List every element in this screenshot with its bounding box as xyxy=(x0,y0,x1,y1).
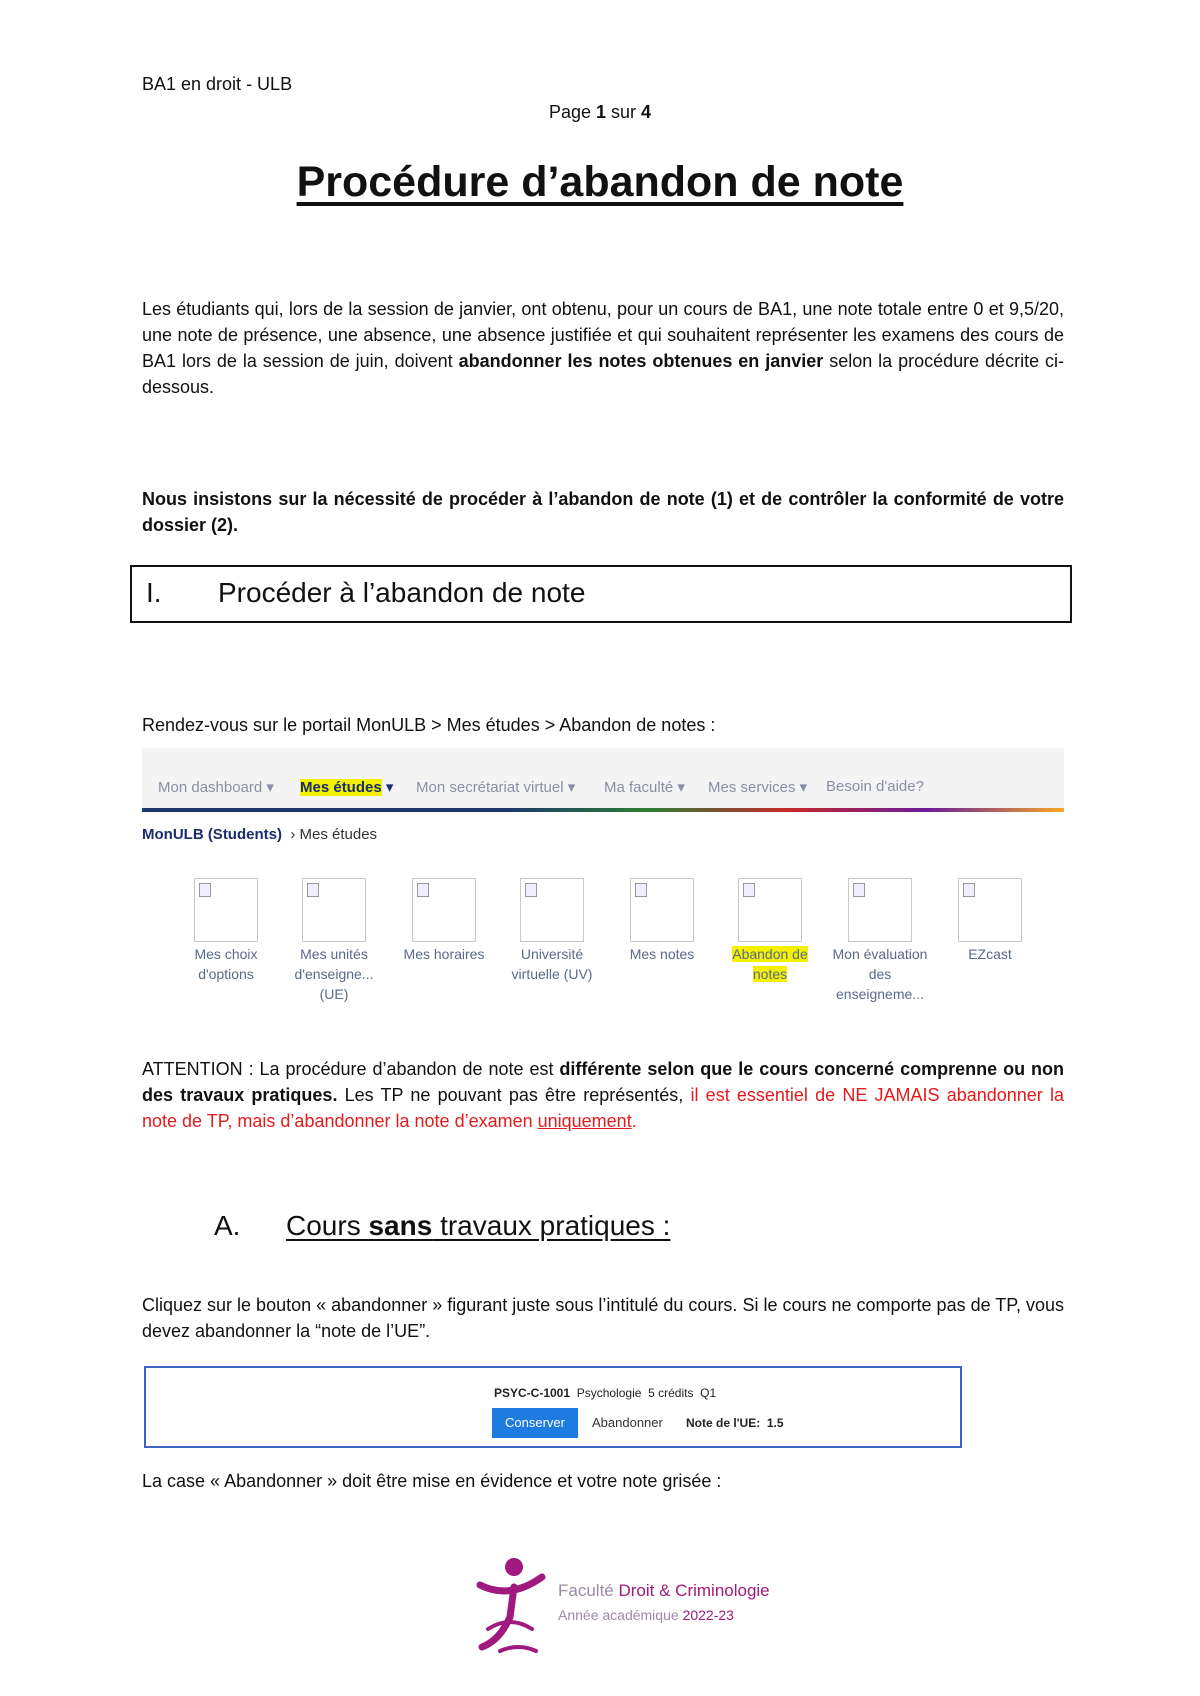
nav-color-stripe xyxy=(142,808,1064,812)
broken-image-icon xyxy=(520,878,584,942)
insist-paragraph: Nous insistons sur la nécessité de procéder à l’abandon de note (1) et de contrôler la conformité de votre dossier (2). xyxy=(142,489,1064,535)
chevron-down-icon: ▾ xyxy=(385,779,394,796)
tile-universite-virtuelle[interactable]: Université virtuelle (UV) xyxy=(500,878,604,984)
tile-mes-notes[interactable]: Mes notes xyxy=(610,878,714,964)
logo-brand: Faculté Droit & Criminologie xyxy=(558,1581,770,1600)
broken-image-icon xyxy=(630,878,694,942)
nav-mes-etudes[interactable]: Mes études ▾ xyxy=(300,779,394,796)
section-heading-a xyxy=(214,1210,671,1242)
portal-nav xyxy=(142,748,1064,808)
faculty-logo xyxy=(470,1555,770,1655)
portal-screenshot xyxy=(142,748,1064,1038)
attention-paragraph: ATTENTION : La procédure d’abandon de note est différente selon que le cours concerné comprenne ou non des travaux pratiques. Les TP ne pouvant pas être représentés, il est essentiel de NE JAMAIS abandonner la note de TP, mais d’abandonner la note d’examen uniquement. xyxy=(142,1059,1064,1131)
breadcrumb: MonULB (Students) › Mes études xyxy=(142,826,378,843)
abandon-button[interactable]: Abandonner xyxy=(592,1415,663,1430)
keep-button[interactable]: Conserver xyxy=(492,1408,578,1438)
ue-grade: Note de l'UE: 1.5 xyxy=(686,1416,784,1430)
nav-dashboard[interactable]: Mon dashboard ▾ xyxy=(158,779,274,796)
course-title: PSYC-C-1001 Psychologie 5 crédits Q1 xyxy=(494,1386,717,1400)
portal-intro: Rendez-vous sur le portail MonULB > Mes études > Abandon de notes : xyxy=(142,715,716,735)
broken-image-icon xyxy=(958,878,1022,942)
nav-help[interactable]: Besoin d'aide? xyxy=(826,778,924,795)
broken-image-icon xyxy=(738,878,802,942)
tile-abandon-notes[interactable]: Abandon de notes xyxy=(718,878,822,984)
broken-image-icon xyxy=(848,878,912,942)
page-number: Page 1 sur 4 xyxy=(548,102,652,122)
click-instructions: Cliquez sur le bouton « abandonner » figurant juste sous l’intitulé du cours. Si le cours ne comporte pas de TP, vous devez abandonner la “note de l’UE”. xyxy=(142,1295,1064,1341)
document-header: BA1 en droit - ULB xyxy=(142,74,293,94)
broken-image-icon xyxy=(302,878,366,942)
tile-ezcast[interactable]: EZcast xyxy=(938,878,1042,964)
course-screenshot xyxy=(144,1366,962,1448)
logo-year: Année académique 2022-23 xyxy=(558,1607,734,1623)
figure-logo-icon xyxy=(470,1555,550,1655)
subsection-number: A. xyxy=(214,1210,241,1241)
tile-unites-enseignement[interactable]: Mes unités d'enseigne... (UE) xyxy=(282,878,386,1004)
nav-services[interactable]: Mes services ▾ xyxy=(708,779,808,796)
broken-image-icon xyxy=(412,878,476,942)
section-title: Procéder à l’abandon de note xyxy=(218,577,586,608)
nav-secretariat[interactable]: Mon secrétariat virtuel ▾ xyxy=(416,779,576,796)
broken-image-icon xyxy=(194,878,258,942)
intro-paragraph: Les étudiants qui, lors de la session de janvier, ont obtenu, pour un cours de BA1, une note totale entre 0 et 9,5/20, une note de présence, une absence, une absence justifiée et qui souhaitent représenter les examens des cours de BA1 lors de la session de juin, doivent abandonner les notes obtenues en janvier selon la procédure décrite ci-dessous. xyxy=(142,299,1064,397)
nav-faculte[interactable]: Ma faculté ▾ xyxy=(604,779,685,796)
tile-choix-options[interactable]: Mes choix d'options xyxy=(174,878,278,984)
case-instructions: La case « Abandonner » doit être mise en évidence et votre note grisée : xyxy=(142,1471,722,1491)
tile-evaluation-enseignements[interactable]: Mon évaluation des enseigneme... xyxy=(828,878,932,1004)
page-title: Procédure d’abandon de note xyxy=(296,158,904,206)
section-number: I. xyxy=(146,577,162,608)
tile-horaires[interactable]: Mes horaires xyxy=(392,878,496,964)
subsection-title: Cours sans travaux pratiques : xyxy=(286,1210,671,1241)
section-heading-1 xyxy=(130,565,1072,623)
